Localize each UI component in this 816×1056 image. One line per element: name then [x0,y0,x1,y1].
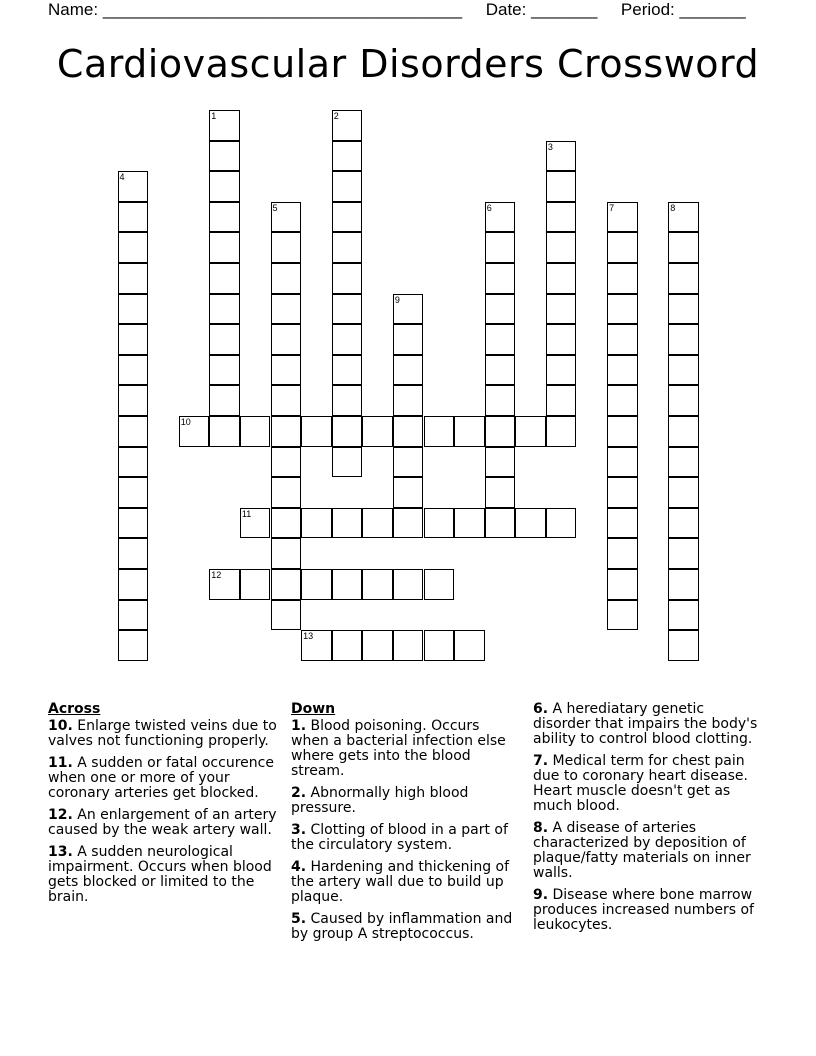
grid-cell[interactable] [393,508,424,539]
grid-cell[interactable] [118,538,149,569]
grid-cell[interactable] [546,202,577,233]
clue-number-11: 11 [241,508,252,519]
grid-cell[interactable] [118,630,149,661]
across-heading: Across [48,701,101,717]
clue-number-10: 10 [180,417,191,427]
clue-down-8: 8. A disease of arteries characterized by deposition of plaque/fatty materials on inner walls. [533,820,751,881]
clue-down-6: 6. A herediatary genetic disorder that impairs the body's ability to control blood clotting. [533,701,758,747]
grid-cell[interactable] [485,385,516,416]
grid-cell[interactable] [271,294,302,325]
grid-cell[interactable] [332,263,363,294]
grid-cell[interactable] [332,171,363,202]
grid-cell[interactable] [271,569,302,600]
grid-cell[interactable] [118,385,149,416]
grid-cell[interactable] [668,447,699,478]
grid-cell[interactable] [209,416,240,447]
grid-cell[interactable] [424,416,455,447]
grid-cell[interactable] [607,538,638,569]
clue-down-4: 4. Hardening and thickening of the artery wall due to build up plaque. [291,859,510,905]
clue-down-1: 1. Blood poisoning. Occurs when a bacterial infection else where gets into the blood stream. [291,718,506,779]
grid-cell[interactable] [118,600,149,631]
clue-down-2: 2. Abnormally high blood pressure. [291,785,469,816]
grid-cell[interactable] [209,141,240,172]
grid-cell[interactable] [271,416,302,447]
page-title: Cardiovascular Disorders Crossword [56,42,760,86]
grid-cell[interactable] [607,232,638,263]
grid-cell[interactable] [118,263,149,294]
grid-cell[interactable] [362,569,393,600]
grid-cell[interactable] [332,324,363,355]
grid-cell[interactable] [668,508,699,539]
clue-number-6: 6 [486,202,492,213]
clue-down-9: 9. Disease where bone marrow produces increased numbers of leukocytes. [533,887,754,933]
grid-cell[interactable] [332,569,363,600]
clue-across-10: 10. Enlarge twisted veins due to valves not functioning properly. [48,718,277,749]
grid-cell[interactable] [424,569,455,600]
grid-cell[interactable] [668,294,699,325]
date-blank[interactable]: _______ [531,0,598,19]
grid-cell[interactable] [271,232,302,263]
grid-cell[interactable] [546,171,577,202]
grid-cell[interactable] [118,355,149,386]
grid-cell[interactable] [332,630,363,661]
grid-cell[interactable] [362,630,393,661]
grid-cell[interactable] [118,294,149,325]
clue-number-9: 9 [394,294,400,305]
grid-cell[interactable] [271,324,302,355]
grid-cell[interactable] [271,538,302,569]
clue-down-5: 5. Caused by inflammation and by group A streptococcus. [291,911,513,942]
down-clues-continued [533,702,763,940]
grid-cell[interactable] [332,141,363,172]
grid-cell[interactable] [332,355,363,386]
grid-cell[interactable] [454,508,485,539]
grid-cell[interactable] [485,416,516,447]
grid-cell[interactable] [393,447,424,478]
grid-cell[interactable] [546,508,577,539]
grid-cell[interactable] [332,202,363,233]
clue-across-12: 12. An enlargement of an artery caused by the weak artery wall. [48,807,277,838]
period-label: Period: [620,0,675,19]
grid-cell[interactable] [546,385,577,416]
grid-cell[interactable] [546,416,577,447]
grid-cell[interactable] [209,232,240,263]
grid-cell[interactable] [546,355,577,386]
grid-cell[interactable] [485,294,516,325]
grid-cell[interactable] [454,416,485,447]
grid-cell[interactable] [118,569,149,600]
down-clues [291,702,521,949]
grid-cell[interactable] [271,385,302,416]
grid-cell[interactable] [332,232,363,263]
grid-cell[interactable] [668,477,699,508]
grid-cell[interactable] [607,508,638,539]
grid-cell[interactable] [118,202,149,233]
clue-down-3: 3. Clotting of blood in a part of the circulatory system. [291,822,508,853]
grid-cell[interactable] [118,477,149,508]
name-blank[interactable]: ______________________________________ [102,0,463,19]
grid-cell[interactable] [209,324,240,355]
grid-cell[interactable] [546,263,577,294]
grid-cell[interactable] [332,416,363,447]
grid-cell[interactable] [607,447,638,478]
clue-number-7: 7 [609,202,615,213]
grid-cell[interactable] [118,324,149,355]
grid-cell[interactable] [393,630,424,661]
grid-cell[interactable] [485,477,516,508]
grid-cell[interactable] [271,263,302,294]
clue-across-11: 11. A sudden or fatal occurence when one or more of your coronary arteries get blocked. [48,755,274,801]
grid-cell[interactable] [240,569,271,600]
grid-cell[interactable] [668,232,699,263]
grid-cell[interactable] [118,416,149,447]
grid-cell[interactable] [271,600,302,631]
clue-down-7: 7. Medical term for chest pain due to coronary heart disease. Heart muscle doesn't get as much blood. [533,753,748,814]
clue-number-5: 5 [272,202,278,213]
grid-cell[interactable] [393,416,424,447]
grid-cell[interactable] [607,355,638,386]
across-clues [48,702,278,912]
period-blank[interactable]: _______ [679,0,746,19]
grid-cell[interactable] [393,324,424,355]
grid-cell[interactable] [271,447,302,478]
grid-cell[interactable] [393,385,424,416]
grid-cell[interactable] [362,508,393,539]
clue-number-12: 12 [211,570,222,580]
grid-cell[interactable] [485,508,516,539]
grid-cell[interactable] [454,630,485,661]
grid-cell[interactable] [607,477,638,508]
grid-cell[interactable] [362,416,393,447]
grid-cell[interactable] [332,447,363,478]
grid-cell[interactable] [301,416,332,447]
grid-cell[interactable] [607,324,638,355]
grid-cell[interactable] [209,355,240,386]
grid-cell[interactable] [332,294,363,325]
grid-cell[interactable] [271,477,302,508]
grid-cell[interactable] [546,294,577,325]
grid-cell[interactable] [209,202,240,233]
grid-cell[interactable] [118,447,149,478]
name-label: Name: [48,0,99,19]
grid-cell[interactable] [668,385,699,416]
clue-number-4: 4 [119,172,125,183]
grid-cell[interactable] [393,355,424,386]
down-heading: Down [291,701,336,717]
grid-cell[interactable] [515,416,546,447]
grid-cell[interactable] [332,385,363,416]
grid-cell[interactable] [209,294,240,325]
grid-cell[interactable] [301,569,332,600]
grid-cell[interactable] [485,263,516,294]
grid-cell[interactable] [393,477,424,508]
grid-cell[interactable] [546,324,577,355]
grid-cell[interactable] [271,508,302,539]
clue-across-13: 13. A sudden neurological impairment. Occurs when blood gets blocked or limited to the brain. [48,844,272,905]
grid-cell[interactable] [485,447,516,478]
grid-cell[interactable] [607,600,638,631]
grid-cell[interactable] [668,263,699,294]
clue-number-3: 3 [547,141,553,152]
clue-number-8: 8 [670,202,676,213]
grid-cell[interactable] [668,630,699,661]
grid-cell[interactable] [607,569,638,600]
grid-cell[interactable] [668,569,699,600]
grid-cell[interactable] [332,508,363,539]
grid-cell[interactable] [668,538,699,569]
grid-cell[interactable] [546,232,577,263]
date-label: Date: [485,0,527,19]
grid-cell[interactable] [607,294,638,325]
grid-cell[interactable] [240,416,271,447]
grid-cell[interactable] [209,385,240,416]
grid-cell[interactable] [668,600,699,631]
grid-cell[interactable] [607,263,638,294]
grid-cell[interactable] [668,324,699,355]
grid-cell[interactable] [485,355,516,386]
grid-cell[interactable] [668,416,699,447]
clue-number-2: 2 [333,111,339,121]
grid-cell[interactable] [515,508,546,539]
grid-cell[interactable] [301,508,332,539]
grid-cell[interactable] [118,508,149,539]
grid-cell[interactable] [668,355,699,386]
grid-cell[interactable] [607,385,638,416]
grid-cell[interactable] [485,232,516,263]
grid-cell[interactable] [424,630,455,661]
clue-number-13: 13 [303,631,314,642]
grid-cell[interactable] [424,508,455,539]
grid-cell[interactable] [607,416,638,447]
grid-cell[interactable] [485,324,516,355]
grid-cell[interactable] [209,171,240,202]
grid-cell[interactable] [209,263,240,294]
grid-cell[interactable] [118,232,149,263]
grid-cell[interactable] [393,569,424,600]
clue-number-1: 1 [211,111,217,121]
grid-cell[interactable] [271,355,302,386]
